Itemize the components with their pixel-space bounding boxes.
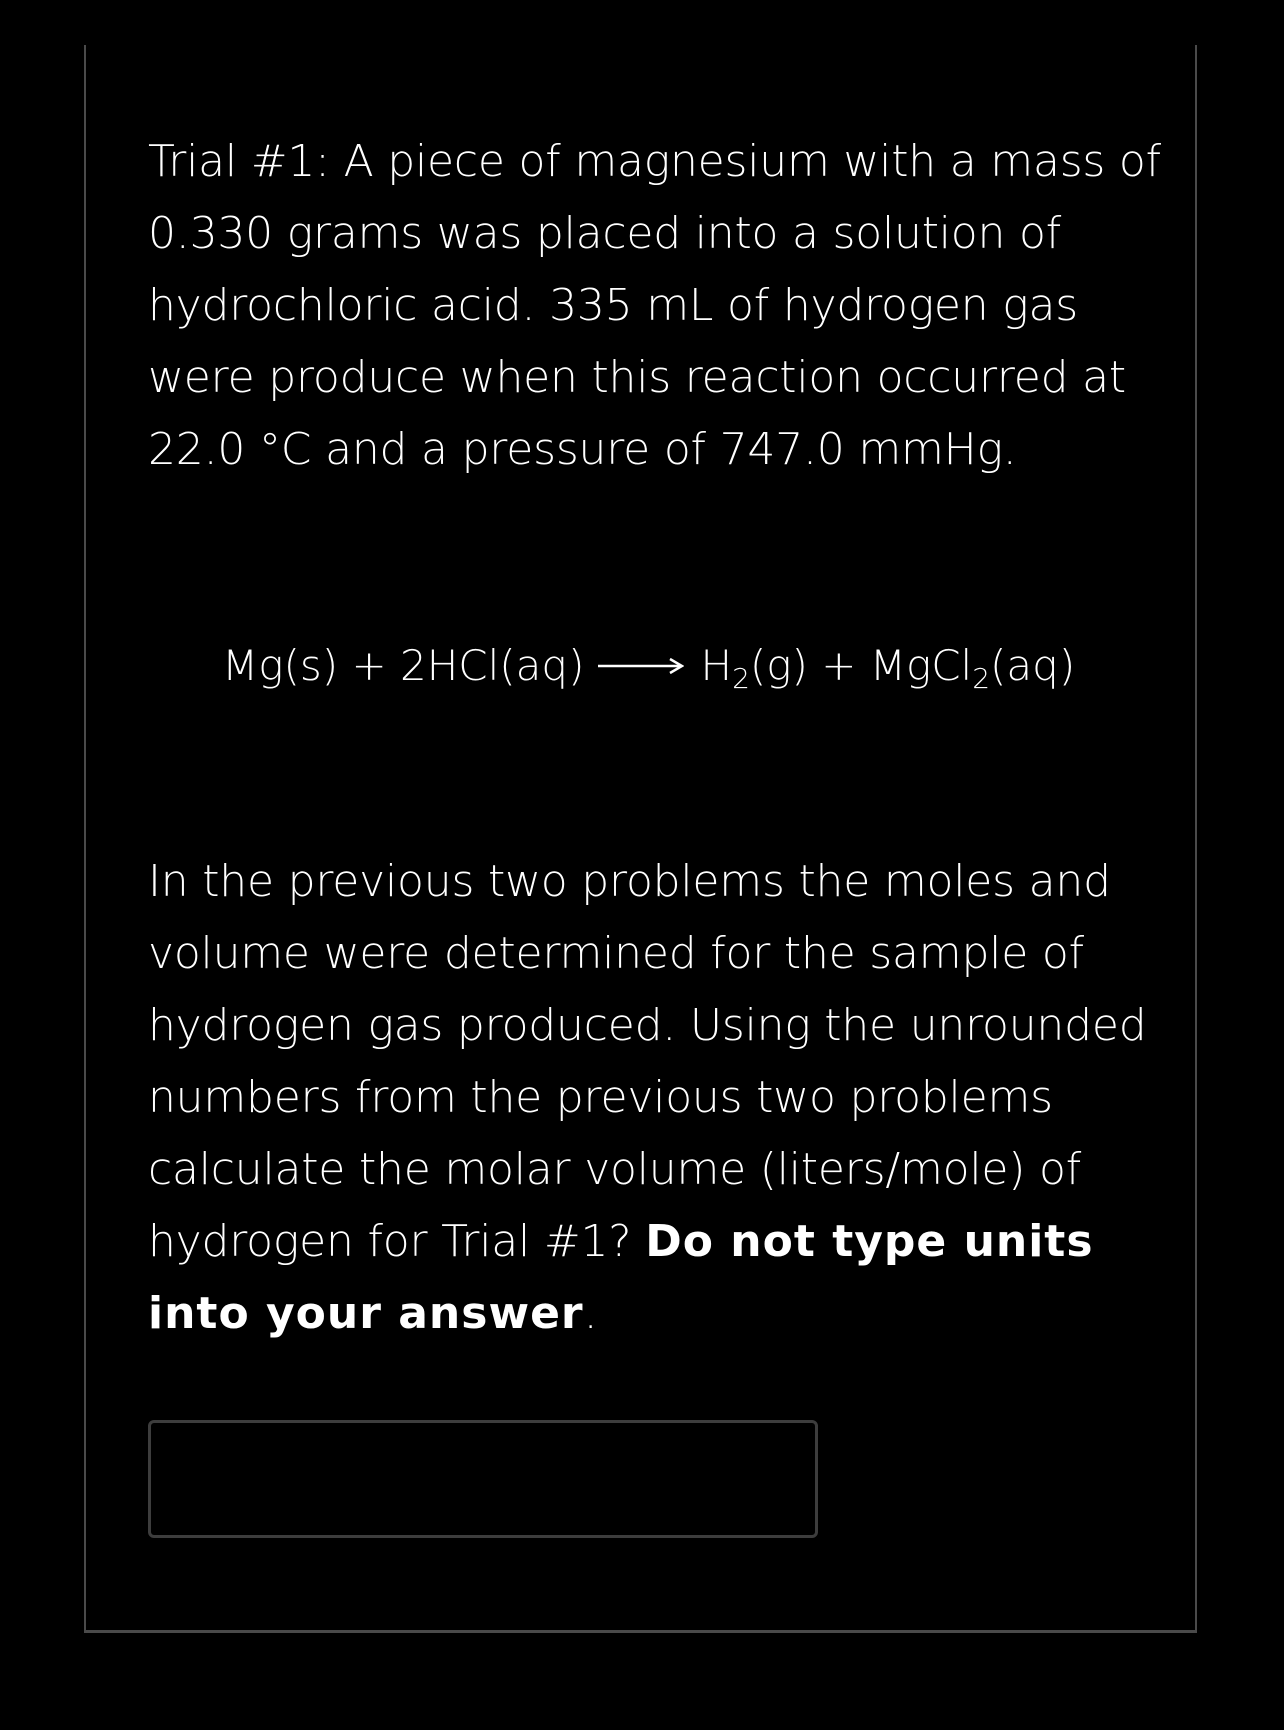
text-line: hydrogen gas produced. Using the unrounded bbox=[148, 1000, 1147, 1051]
chemical-equation bbox=[222, 630, 1075, 702]
trial-description bbox=[148, 126, 1161, 486]
text-line bbox=[148, 1278, 1128, 1350]
text-line: numbers from the previous two problems bbox=[148, 1072, 1053, 1123]
reaction-arrow-icon bbox=[598, 656, 684, 676]
text-line: hydrochloric acid. 335 mL of hydrogen gas bbox=[148, 280, 1078, 331]
text-line: 0.330 grams was placed into a solution of bbox=[148, 208, 1061, 259]
equation-product-rest: (g) + MgCl bbox=[749, 641, 973, 690]
text-line bbox=[148, 1206, 1128, 1278]
equation-reactants: Mg(s) + 2HCl(aq) bbox=[222, 641, 585, 690]
equation-product-tail: (aq) bbox=[990, 641, 1076, 690]
prompt-period: . bbox=[583, 1288, 598, 1339]
text-line: Trial #1: A piece of magnesium with a mass of bbox=[148, 136, 1161, 187]
instruction-bold-text: Do not type units bbox=[645, 1216, 1094, 1267]
prompt-plain-text: hydrogen for Trial #1? bbox=[148, 1216, 646, 1267]
text-line: In the previous two problems the moles and bbox=[148, 856, 1111, 907]
equation-subscript: 2 bbox=[972, 662, 991, 695]
instruction-bold-text: into your answer bbox=[148, 1288, 584, 1339]
answer-input[interactable] bbox=[148, 1420, 818, 1538]
equation-product-base: H bbox=[700, 641, 733, 690]
text-line: volume were determined for the sample of bbox=[148, 928, 1084, 979]
text-line: calculate the molar volume (liters/mole) of bbox=[148, 1144, 1081, 1195]
equation-subscript: 2 bbox=[732, 662, 750, 695]
text-line: 22.0 °C and a pressure of 747.0 mmHg. bbox=[148, 424, 1017, 475]
question-prompt bbox=[148, 846, 1147, 1350]
text-line: were produce when this reaction occurred at bbox=[148, 352, 1126, 403]
